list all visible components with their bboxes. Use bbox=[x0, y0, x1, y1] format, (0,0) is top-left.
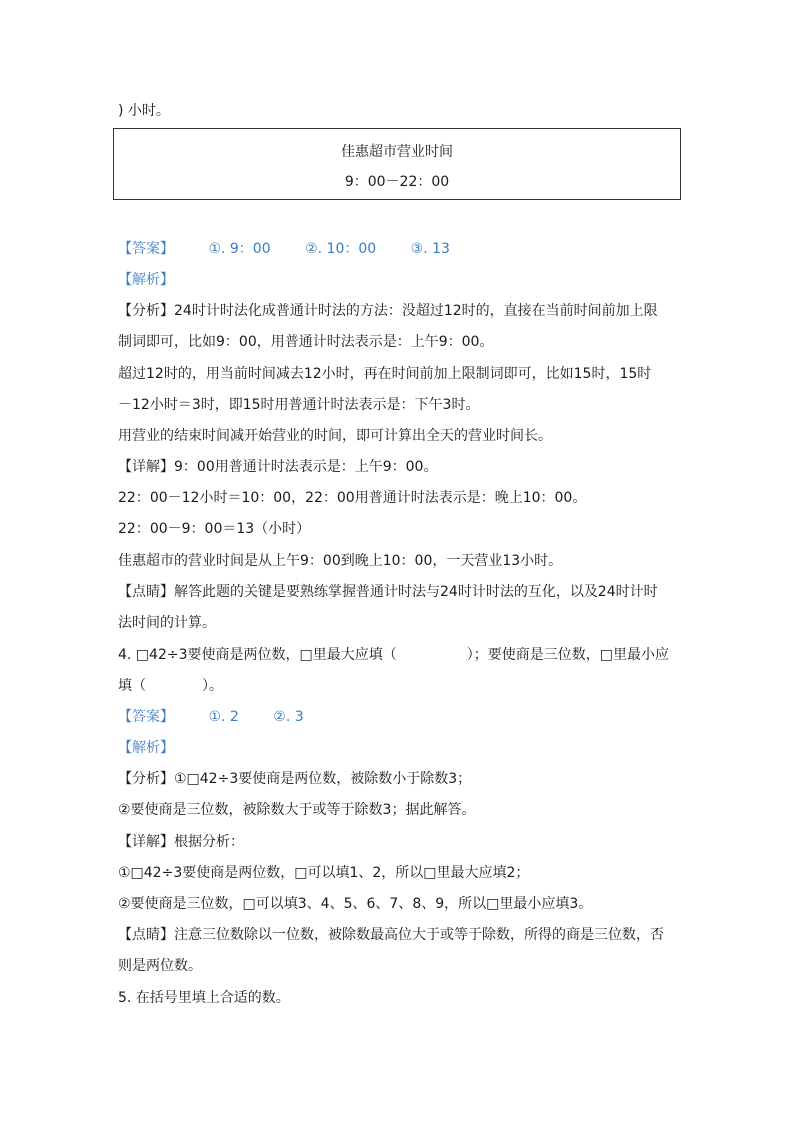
text-line: 【分析】24时计时法化成普通计时法的方法：没超过12时的，直接在当前时间前加上限 bbox=[118, 303, 658, 319]
text-line: ①□42÷3要使商是两位数，□可以填1、2，所以□里最大应填2； bbox=[118, 865, 530, 881]
text-line: 法时间的计算。 bbox=[118, 615, 216, 631]
answer-label: 【答案】 bbox=[118, 241, 174, 257]
box-time: 9：00－22：00 bbox=[344, 174, 450, 190]
text-line: 用营业的结束时间减开始营业的时间，即可计算出全天的营业时间长。 bbox=[118, 428, 552, 444]
analysis-label: 【解析】 bbox=[118, 740, 174, 756]
text-line: 超过12时的，用当前时间减去12小时，再在时间前加上限制词即可，比如15时，15时 bbox=[118, 366, 652, 382]
text-line: 【详解】根据分析： bbox=[118, 834, 244, 850]
text-line: 则是两位数。 bbox=[118, 958, 202, 974]
text-line: ) 小时。 bbox=[118, 103, 170, 119]
text-line: 【分析】①□42÷3要使商是两位数，被除数小于除数3； bbox=[118, 771, 472, 787]
answer-item: ②. 10：00 bbox=[305, 241, 377, 257]
question-5-line: 5. 在括号里填上合适的数。 bbox=[118, 990, 290, 1006]
business-hours-box bbox=[113, 128, 681, 200]
text-line: ②要使商是三位数，□可以填3、4、5、6、7、8、9，所以□里最小应填3。 bbox=[118, 896, 593, 912]
answer-item: ③. 13 bbox=[410, 241, 450, 257]
analysis-label: 【解析】 bbox=[118, 272, 174, 288]
question-4-line: 填（ ）。 bbox=[118, 678, 223, 694]
answer-item: ①. 2 bbox=[208, 709, 239, 725]
q4-answer-row bbox=[118, 707, 304, 727]
q3-answer-row bbox=[118, 239, 450, 259]
text-line: 22：00－9：00＝13（小时） bbox=[118, 521, 311, 537]
text-line: 制词即可，比如9：00，用普通计时法表示是：上午9：00。 bbox=[118, 334, 494, 350]
answer-label: 【答案】 bbox=[118, 709, 174, 725]
text-line: 【点睛】注意三位数除以一位数，被除数最高位大于或等于除数，所得的商是三位数，否 bbox=[118, 927, 664, 943]
answer-item: ②. 3 bbox=[273, 709, 304, 725]
text-line: 22：00－12小时＝10：00，22：00用普通计时法表示是：晚上10：00。 bbox=[118, 490, 587, 506]
text-line: 【详解】9：00用普通计时法表示是：上午9：00。 bbox=[118, 459, 438, 475]
text-line: ②要使商是三位数，被除数大于或等于除数3；据此解答。 bbox=[118, 802, 476, 818]
answer-item: ①. 9：00 bbox=[208, 241, 271, 257]
text-line: 佳惠超市的营业时间是从上午9：00到晚上10：00，一天营业13小时。 bbox=[118, 553, 563, 569]
text-line: 【点睛】解答此题的关键是要熟练掌握普通计时法与24时计时法的互化，以及24时计时 bbox=[118, 584, 658, 600]
text-line: －12小时＝3时，即15时用普通计时法表示是：下午3时。 bbox=[118, 397, 480, 413]
question-4-line: 4. □42÷3要使商是两位数，□里最大应填（ ）；要使商是三位数，□里最小应 bbox=[118, 647, 669, 663]
box-title: 佳惠超市营业时间 bbox=[341, 144, 453, 160]
